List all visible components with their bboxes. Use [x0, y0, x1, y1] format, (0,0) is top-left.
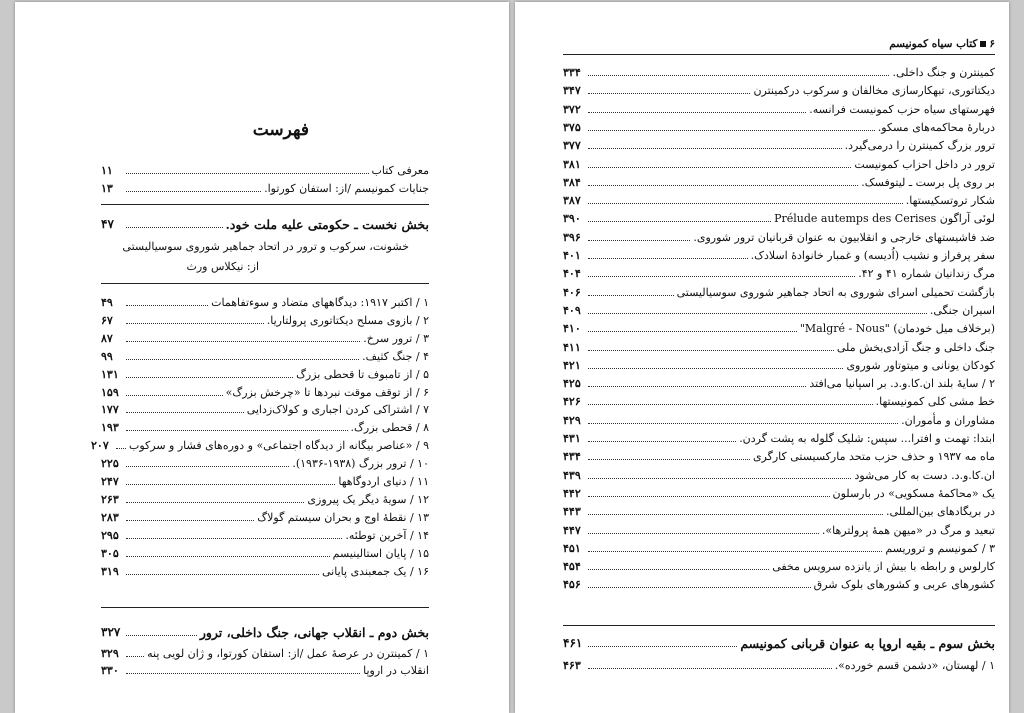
dot-leader — [126, 656, 144, 657]
toc-entry[interactable] — [101, 457, 429, 470]
toc-entry-title: دیکتاتوری، تبهکارسازی مخالفان و سرکوب درکمینترن — [753, 84, 995, 98]
toc-entry-page: ۴۹ — [101, 296, 113, 309]
header-square-icon — [980, 41, 986, 47]
toc-entry-page: ۳۹۰ — [563, 212, 581, 226]
toc-entry[interactable] — [101, 386, 429, 399]
toc-entry-page: ۴۵۴ — [563, 560, 581, 574]
section-rule — [101, 607, 429, 608]
toc-entry-title: شکار تروتسکیستها. — [905, 194, 995, 208]
toc-entry-title: ۳ / کمونیسم و تروریسم — [885, 541, 995, 555]
dot-leader — [116, 448, 126, 449]
toc-entry[interactable] — [101, 368, 429, 381]
toc-entry[interactable] — [101, 182, 429, 195]
dot-leader — [126, 673, 360, 674]
toc-entry[interactable] — [563, 249, 995, 262]
toc-entry-page: ۱۱ — [101, 164, 113, 177]
dot-leader — [588, 203, 903, 204]
toc-entry-title: ۱ / کمینترن در عرصهٔ عمل /از: استفان کورتوا، و ژان لویی پنه — [147, 647, 429, 660]
dot-leader — [126, 191, 261, 192]
dot-leader — [126, 341, 360, 342]
toc-entry-title: مشاوران و مأموران. — [901, 413, 995, 427]
section-rule — [563, 625, 995, 626]
toc-entry-page: ۴۱۱ — [563, 340, 581, 354]
toc-entry-page: ۳۸۷ — [563, 194, 581, 208]
toc-entry-page: ۳۰۵ — [101, 546, 119, 560]
toc-entry-page: ۴۴۷ — [563, 523, 581, 537]
toc-entry[interactable] — [101, 547, 429, 560]
toc-entry-page: ۳۸۱ — [563, 157, 581, 171]
toc-entry[interactable] — [563, 286, 995, 299]
toc-entry-title: بر روی پل برست ـ لیتوفسک. — [861, 175, 995, 189]
toc-entry[interactable] — [563, 578, 995, 591]
toc-entry[interactable] — [101, 529, 429, 542]
dot-leader — [588, 221, 771, 222]
toc-entry-page: ۴۰۶ — [563, 285, 581, 299]
toc-entry-title: ۱۰ / ترور بزرگ (۱۹۳۸-۱۹۳۶). — [292, 457, 429, 471]
toc-entry-page: ۳۳۰ — [101, 664, 119, 677]
toc-entry-title: دربارهٔ محاکمه‌های مسکو. — [877, 120, 995, 134]
toc-entry-title: معرفی کتاب — [371, 164, 429, 177]
toc-entry[interactable] — [563, 395, 995, 408]
dot-leader — [588, 368, 843, 369]
part-title: بخش نخست ـ حکومتی علیه ملت خود. — [225, 217, 429, 232]
toc-entry-title: ۱۳ / نقطهٔ اوج و بحران سیستم گولاگ — [257, 510, 429, 524]
toc-entry-title: ۱۶ / یک جمعبندی پایانی — [322, 564, 429, 578]
toc-entry-page: ۴۳۹ — [563, 468, 581, 482]
toc-entry-page: ۲۲۵ — [101, 457, 119, 471]
section-rule — [101, 204, 429, 205]
toc-entry[interactable] — [563, 524, 995, 537]
toc-entry[interactable] — [101, 403, 429, 416]
part-title: بخش سوم ـ بقیه اروپا به عنوان قربانی کمونیسم — [740, 636, 995, 651]
toc-entry[interactable] — [563, 121, 995, 134]
toc-entry-title: ترور بزرگ کمینترن را درمی‌گیرد. — [844, 139, 995, 153]
toc-entry-title: کشورهای عربی و کشورهای بلوک شرق — [813, 578, 995, 592]
dot-leader — [126, 323, 264, 324]
dot-leader — [126, 502, 304, 503]
toc-entry[interactable] — [101, 164, 429, 177]
toc-entry-title: ۵ / از تامبوف تا قحطی بزرگ — [296, 367, 429, 381]
header-book-title: کتاب سیاه کمونیسم — [889, 38, 978, 50]
toc-entry-title: ۶ / از توقف موقت نبردها تا «چرخش بزرگ» — [225, 385, 429, 399]
toc-entry-page: ۴۴۲ — [563, 486, 581, 500]
toc-entry-title: اسیران جنگی. — [929, 303, 995, 317]
toc-entry[interactable] — [563, 139, 995, 152]
toc-entry[interactable] — [563, 304, 995, 317]
toc-entry-page: ۱۵۹ — [101, 385, 119, 399]
toc-entry[interactable] — [563, 542, 995, 555]
toc-entry-title: تبعید و مرگ در «میهن همهٔ پرولترها». — [821, 523, 995, 537]
toc-entry-page: ۳۷۵ — [563, 120, 581, 134]
dot-leader — [126, 173, 369, 174]
toc-entry-title: ماه مه ۱۹۳۷ و حذف حزب متحد مارکسیستی کارگری — [752, 450, 995, 464]
toc-entry-title: ضد فاشیستهای خارجی و انقلابیون به عنوان قربانیان ترور شوروی. — [693, 230, 995, 244]
toc-entry-title: ۱۴ / آخرین توطئه. — [345, 528, 429, 542]
toc-entry-page: ۴۰۹ — [563, 303, 581, 317]
toc-entry[interactable] — [101, 664, 429, 677]
toc-entry-title: ان.کا.و.د. دست به کار می‌شود — [854, 468, 995, 482]
toc-entry-page: ۲۸۳ — [101, 510, 119, 524]
toc-entry-page: ۱۹۳ — [101, 421, 119, 435]
dot-leader — [126, 574, 319, 575]
dot-leader — [126, 377, 293, 378]
dot-leader — [588, 569, 769, 570]
dot-leader — [588, 75, 889, 76]
part-page: ۳۲۷ — [101, 625, 121, 639]
toc-entry-page: ۴۰۱ — [563, 249, 581, 262]
toc-entry-page: ۳۳۴ — [563, 66, 581, 79]
toc-entry[interactable] — [563, 322, 995, 335]
toc-entry-page: ۲۹۵ — [101, 528, 119, 542]
toc-entry[interactable] — [101, 332, 429, 345]
toc-entry[interactable] — [563, 487, 995, 500]
toc-entry[interactable] — [563, 432, 995, 445]
dot-leader — [588, 478, 851, 479]
toc-entry-title: ۴ / جنگ کثیف. — [362, 349, 429, 363]
dot-leader — [588, 646, 737, 647]
dot-leader — [126, 412, 244, 413]
toc-entry[interactable] — [101, 421, 429, 434]
part-title: بخش دوم ـ انقلاب جهانی، جنگ داخلی، ترور — [199, 625, 429, 640]
dot-leader — [588, 668, 832, 669]
dot-leader — [588, 167, 851, 168]
toc-entry-page: ۴۲۶ — [563, 395, 581, 409]
toc-entry-title: در بریگادهای بین‌المللی. — [886, 505, 995, 519]
header-page-number: ۶ — [989, 38, 995, 50]
part-heading[interactable] — [101, 626, 429, 639]
header-rule — [563, 54, 995, 55]
toc-entry-title: ۱ / اکتبر ۱۹۱۷: دیدگاههای متضاد و سوءتفاهمات — [211, 296, 429, 309]
toc-entry-title: خط مشی کلی کمونیستها. — [875, 395, 995, 409]
dot-leader — [588, 459, 750, 460]
dot-leader — [588, 185, 858, 186]
toc-entry-title: جنگ داخلی و جنگ آزادی‌بخش ملی — [836, 340, 995, 354]
dot-leader — [588, 441, 736, 442]
dot-leader — [126, 556, 330, 557]
dot-leader — [588, 148, 842, 149]
dot-leader — [588, 313, 927, 314]
toc-entry-title: ترور در داخل احزاب کمونیست — [854, 157, 995, 171]
toc-entry-page: ۲۴۷ — [101, 475, 119, 488]
toc-entry[interactable] — [563, 560, 995, 573]
toc-entry-title: ۸ / قحطی بزرگ. — [350, 421, 429, 435]
toc-title: فهرست — [252, 120, 309, 140]
toc-entry[interactable] — [101, 565, 429, 578]
part-heading[interactable] — [563, 637, 995, 650]
toc-entry-page: ۴۲۹ — [563, 413, 581, 427]
toc-entry[interactable] — [101, 314, 429, 327]
toc-entry-page: ۴۴۳ — [563, 505, 581, 519]
toc-entry-title: ۳ / ترور سرخ. — [363, 331, 429, 345]
toc-entry-page: ۳۷۲ — [563, 102, 581, 116]
toc-entry-page: ۴۲۵ — [563, 377, 581, 391]
dot-leader — [588, 496, 830, 497]
toc-entry-page: ۴۳۱ — [563, 432, 581, 445]
toc-entry[interactable] — [563, 505, 995, 518]
toc-entry-page: ۳۲۹ — [101, 647, 119, 660]
toc-entry[interactable] — [563, 84, 995, 97]
dot-leader — [126, 635, 197, 636]
dot-leader — [588, 258, 748, 259]
toc-entry[interactable] — [563, 212, 995, 225]
part-page: ۴۷ — [101, 217, 114, 231]
toc-entry-page: ۱۳۱ — [101, 367, 119, 381]
toc-entry-title: کمینترن و جنگ داخلی. — [892, 66, 995, 79]
toc-entry-title: یک «محاکمهٔ مسکویی» در بارسلون — [832, 486, 995, 500]
toc-entry-title: ۷ / اشتراکی کردن اجباری و کولاک‌زدایی — [246, 403, 429, 417]
dot-leader — [126, 227, 223, 228]
toc-entry-page: ۸۷ — [101, 331, 113, 345]
toc-entry-title: جنایات کمونیسم /از: استفان کورتوا. — [264, 182, 429, 195]
toc-entry[interactable] — [563, 341, 995, 354]
left-page — [15, 2, 509, 713]
toc-entry-title: "Malgré - Nous" (برخلاف میل خودمان) — [799, 322, 995, 336]
dot-leader — [126, 430, 348, 431]
toc-entry-page: ۴۱۰ — [563, 322, 581, 336]
toc-entry[interactable] — [563, 414, 995, 427]
dot-leader — [588, 93, 750, 94]
toc-entry-title: ۱۲ / سویهٔ دیگر یک پیروزی — [307, 492, 429, 506]
dot-leader — [588, 533, 819, 534]
dot-leader — [588, 295, 674, 296]
toc-entry-page: ۱۳ — [101, 182, 113, 195]
section-rule — [101, 283, 429, 284]
toc-entry[interactable] — [563, 359, 995, 372]
toc-entry-page: ۳۸۴ — [563, 175, 581, 189]
toc-entry-page: ۴۵۶ — [563, 578, 581, 592]
part-heading[interactable] — [101, 218, 429, 231]
toc-entry[interactable] — [101, 296, 429, 309]
toc-entry-page: ۴۶۳ — [563, 659, 581, 672]
toc-entry-page: ۶۷ — [101, 313, 113, 327]
toc-entry[interactable] — [563, 158, 995, 171]
toc-entry-page: ۳۹۶ — [563, 230, 581, 244]
toc-entry-title: ۱۱ / دنیای اردوگاهها — [338, 475, 429, 488]
toc-entry-title: کارلوس و رابطه با بیش از یانزده سرویس مخفی — [772, 560, 995, 574]
part-author: از: نیکلاس ورث — [186, 260, 259, 273]
toc-entry-title: ۲ / سایهٔ بلند ان.کا.و.د. بر اسپانیا می‌افتد — [809, 377, 995, 391]
dot-leader — [126, 466, 289, 467]
dot-leader — [588, 386, 806, 387]
dot-leader — [588, 240, 690, 241]
toc-entry[interactable] — [563, 103, 995, 116]
toc-entry-title: مرگ زندانیان شماره ۴۱ و ۴۲. — [858, 267, 995, 281]
dot-leader — [588, 130, 875, 131]
toc-entry[interactable] — [91, 439, 429, 453]
toc-entry-page: ۴۵۱ — [563, 541, 581, 555]
toc-entry-title: ۱۵ / پایان استالینیسم — [332, 546, 429, 560]
dot-leader — [126, 484, 335, 485]
dot-leader — [588, 404, 873, 405]
toc-entry[interactable] — [563, 66, 995, 79]
dot-leader — [588, 514, 883, 515]
dot-leader — [126, 538, 342, 539]
dot-leader — [588, 551, 882, 552]
toc-entry[interactable] — [101, 493, 429, 506]
dot-leader — [588, 276, 855, 277]
toc-entry[interactable] — [101, 350, 429, 363]
dot-leader — [126, 395, 223, 396]
toc-entry[interactable] — [101, 511, 429, 524]
toc-entry-title: انقلاب در اروپا — [363, 664, 429, 677]
toc-entry-page: ۳۴۷ — [563, 84, 581, 98]
dot-leader — [588, 112, 806, 113]
toc-entry[interactable] — [563, 231, 995, 244]
dot-leader — [126, 305, 208, 306]
toc-entry-page: ۴۰۴ — [563, 267, 581, 281]
toc-entry-title: سفر پرفراز و نشیب (اُدیسه) و غمبار خانوادهٔ اسلادک. — [750, 249, 995, 262]
toc-entry-title: فهرستهای سیاه حزب کمونیست فرانسه. — [809, 102, 995, 116]
toc-entry-title: ۲ / بازوی مسلح دیکتاتوری پرولتاریا. — [266, 313, 429, 327]
dot-leader — [588, 350, 834, 351]
dot-leader — [588, 423, 898, 424]
part-page: ۴۶۱ — [563, 636, 583, 650]
toc-entry-page: ۲۶۳ — [101, 492, 119, 506]
toc-entry-page: ۳۱۹ — [101, 564, 119, 578]
toc-entry[interactable] — [563, 450, 995, 463]
toc-entry-title: ۱ / لهستان، «دشمن قسم خورده». — [834, 659, 995, 672]
toc-entry[interactable] — [563, 469, 995, 482]
toc-entry[interactable] — [563, 267, 995, 280]
toc-entry-title: ابتدا: تهمت و افترا... سپس: شلیک گلوله به پشت گردن. — [739, 432, 995, 445]
toc-entry-page: ۹۹ — [101, 349, 113, 363]
toc-entry-title: ۹ / «عناصر بیگانه از دیدگاه اجتماعی» و دوره‌های فشار و سرکوب — [129, 439, 429, 453]
toc-entry-title: بازگشت تحمیلی اسرای شوروی به اتحاد جماهیر شوروی سوسیالیستی — [676, 285, 995, 299]
toc-entry-page: ۳۷۷ — [563, 139, 581, 153]
toc-entry[interactable] — [563, 194, 995, 207]
dot-leader — [126, 520, 254, 521]
toc-entry[interactable] — [563, 377, 995, 390]
dot-leader — [126, 359, 359, 360]
dot-leader — [588, 331, 797, 332]
toc-entry-title: لوئی آراگون Prélude autemps des Cerises — [774, 212, 995, 226]
toc-entry-page: ۴۳۴ — [563, 450, 581, 464]
toc-entry-title: کودکان یونانی و میتوتاور شوروی — [846, 358, 995, 372]
toc-entry-page: ۴۲۱ — [563, 358, 581, 372]
toc-entry-page: ۱۷۷ — [101, 403, 119, 417]
toc-entry[interactable] — [101, 647, 429, 660]
dot-leader — [588, 587, 811, 588]
part-subtitle: خشونت، سرکوب و ترور در اتحاد جماهیر شوروی سوسیالیستی — [122, 240, 409, 253]
running-header — [889, 38, 995, 50]
toc-entry[interactable] — [563, 659, 995, 672]
toc-entry[interactable] — [101, 475, 429, 488]
toc-entry-page: ۲۰۷ — [91, 439, 109, 453]
toc-entry[interactable] — [563, 176, 995, 189]
right-page — [515, 2, 1009, 713]
